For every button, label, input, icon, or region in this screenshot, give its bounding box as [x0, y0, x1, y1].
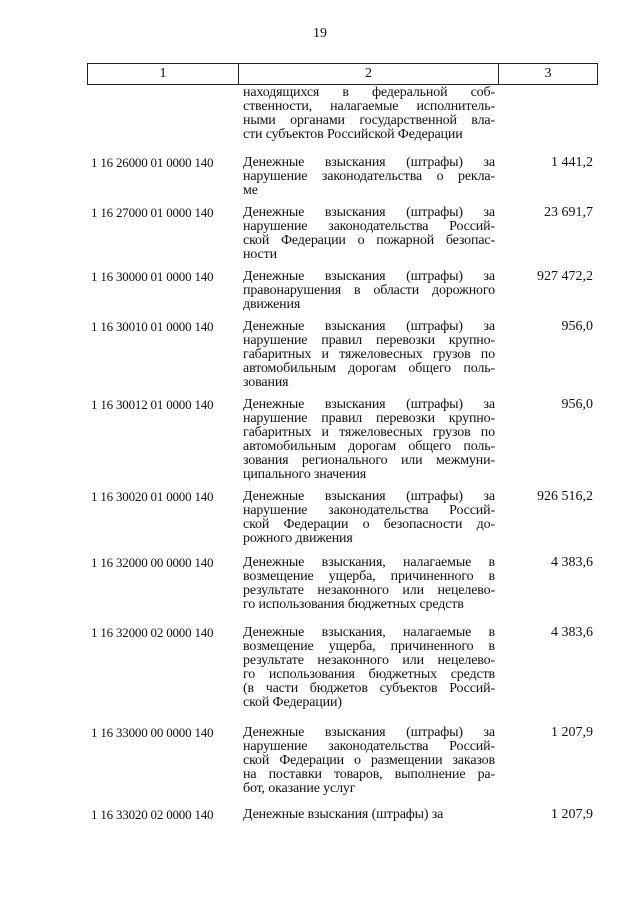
row-description	[243, 320, 495, 390]
row-amount: 956,0	[561, 319, 593, 334]
description-line: нарушение законодательства о рекла-	[243, 169, 495, 184]
row-description	[243, 808, 495, 822]
description-line: ме	[243, 183, 258, 198]
column-header-2: 2	[239, 64, 499, 84]
description-line: нарушение правил перевозки крупно-	[243, 333, 495, 348]
row-description	[243, 398, 495, 482]
description-line: результате незаконного или нецелево-	[243, 653, 495, 668]
row-code: 1 16 33000 00 0000 140	[91, 725, 214, 740]
table-row	[87, 320, 598, 390]
column-header-1: 1	[88, 64, 239, 84]
row-amount: 956,0	[561, 397, 593, 412]
description-line: зования регионального или межмуни-	[243, 453, 495, 468]
column-header-3: 3	[544, 66, 552, 81]
description-line: ской Федерации о пожарной безопас-	[243, 233, 495, 248]
description-line: движения	[243, 297, 301, 312]
description-line: габаритных и тяжеловесных грузов по	[243, 425, 495, 440]
description-line: Денежные взыскания, налагаемые в	[243, 555, 495, 570]
description-line: (в части бюджетов субъектов Россий-	[243, 681, 495, 696]
row-amount: 1 207,9	[551, 725, 593, 740]
row-code: 1 16 30012 01 0000 140	[91, 397, 214, 412]
row-code: 1 16 26000 01 0000 140	[91, 155, 214, 170]
description-line: зования	[243, 375, 289, 390]
description-line: возмещение ущерба, причиненного в	[243, 569, 495, 584]
table-row	[87, 808, 598, 822]
description-line: Денежные взыскания (штрафы) за	[243, 489, 495, 504]
row-code: 1 16 30010 01 0000 140	[91, 319, 214, 334]
row-description	[243, 156, 495, 198]
row-amount: 1 441,2	[551, 155, 593, 170]
description-line: габаритных и тяжеловесных грузов по	[243, 347, 495, 362]
description-line: Денежные взыскания (штрафы) за	[243, 807, 444, 822]
description-line: ской Федерации о безопасности до-	[243, 517, 495, 532]
row-description	[243, 206, 495, 262]
table-row	[87, 556, 598, 612]
description-line: ственности, налагаемые исполнитель-	[243, 99, 495, 114]
table-row	[87, 156, 598, 198]
row-description	[243, 626, 495, 710]
description-line: ской Федерации)	[243, 695, 342, 710]
description-line: сти субъектов Российской Федерации	[243, 127, 463, 142]
description-line: Денежные взыскания (штрафы) за	[243, 205, 495, 220]
page-number: 19	[313, 26, 327, 41]
table-row	[87, 206, 598, 262]
description-line: на поставки товаров, выполнение ра-	[243, 767, 495, 782]
description-line: результате незаконного или нецелево-	[243, 583, 495, 598]
description-line: нарушение законодательства Россий-	[243, 739, 495, 754]
description-line: нарушение законодательства Россий-	[243, 219, 495, 234]
row-amount: 927 472,2	[537, 269, 593, 284]
table-row	[87, 490, 598, 546]
description-line: автомобильным дорогам общего поль-	[243, 361, 495, 376]
description-line: возмещение ущерба, причиненного в	[243, 639, 495, 654]
row-description	[243, 556, 495, 612]
row-amount: 1 207,9	[551, 807, 593, 822]
table-row	[87, 398, 598, 482]
row-amount: 23 691,7	[544, 205, 593, 220]
description-line: Денежные взыскания (штрафы) за	[243, 319, 495, 334]
table-row	[87, 270, 598, 312]
description-line: находящихся в федеральной соб-	[243, 85, 495, 100]
row-amount: 926 516,2	[537, 489, 593, 504]
description-line: ными органами государственной вла-	[243, 113, 495, 128]
table-row	[87, 626, 598, 710]
table-header	[87, 63, 598, 85]
row-code: 1 16 33020 02 0000 140	[91, 807, 214, 822]
row-code: 1 16 30000 01 0000 140	[91, 269, 214, 284]
description-line: рожного движения	[243, 531, 353, 546]
row-code: 1 16 32000 02 0000 140	[91, 625, 214, 640]
row-amount: 4 383,6	[551, 555, 593, 570]
description-line: автомобильным дорогам общего поль-	[243, 439, 495, 454]
description-line: нарушение правил перевозки крупно-	[243, 411, 495, 426]
row-description	[243, 490, 495, 546]
description-line: Денежные взыскания (штрафы) за	[243, 397, 495, 412]
description-line: правонарушения в области дорожного	[243, 283, 495, 298]
description-line: Денежные взыскания, налагаемые в	[243, 625, 495, 640]
description-line: ности	[243, 247, 277, 262]
row-description	[243, 726, 495, 796]
description-line: го использования бюджетных средств	[243, 667, 495, 682]
description-line: ской Федерации о размещении заказов	[243, 753, 495, 768]
description-line: го использования бюджетных средств	[243, 597, 464, 612]
table-row	[87, 86, 598, 142]
description-line: Денежные взыскания (штрафы) за	[243, 155, 495, 170]
description-line: Денежные взыскания (штрафы) за	[243, 725, 495, 740]
description-line: Денежные взыскания (штрафы) за	[243, 269, 495, 284]
description-line: ципального значения	[243, 467, 367, 482]
row-description	[243, 270, 495, 312]
row-amount: 4 383,6	[551, 625, 593, 640]
row-code: 1 16 30020 01 0000 140	[91, 489, 214, 504]
table-row	[87, 726, 598, 796]
row-description	[243, 86, 495, 142]
row-code: 1 16 32000 00 0000 140	[91, 555, 214, 570]
row-code: 1 16 27000 01 0000 140	[91, 205, 214, 220]
description-line: нарушение законодательства Россий-	[243, 503, 495, 518]
description-line: бот, оказание услуг	[243, 781, 356, 796]
